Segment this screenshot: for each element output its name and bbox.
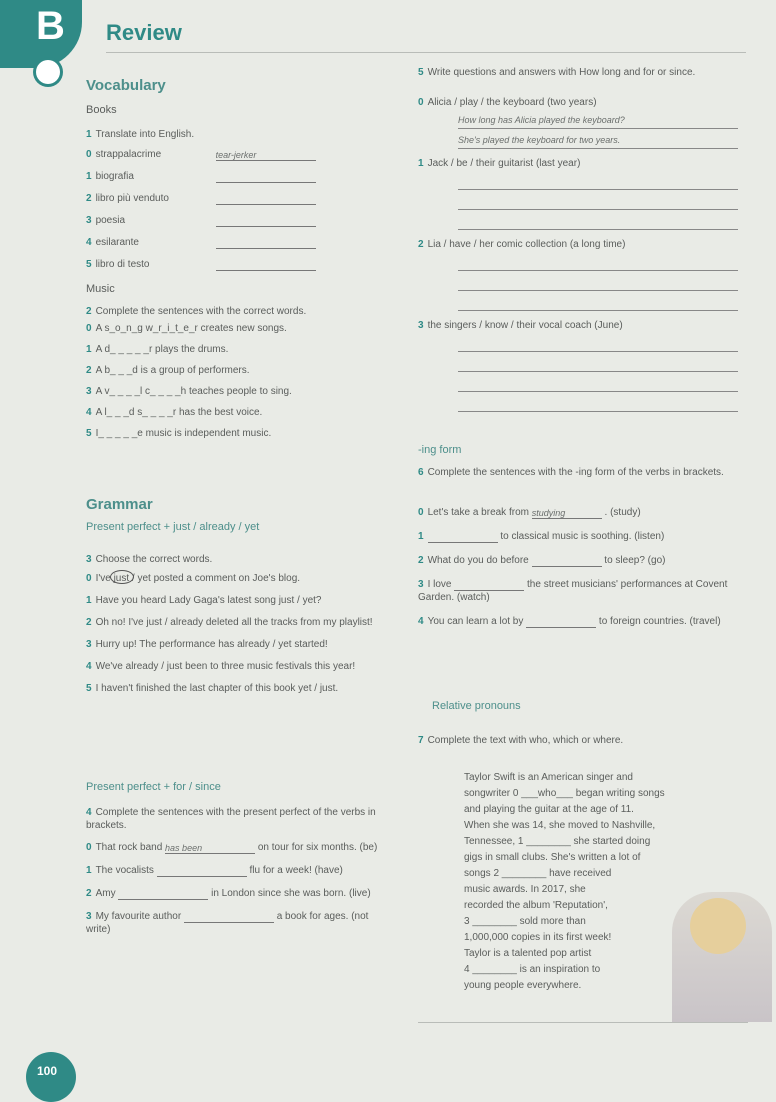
item-number: 3	[86, 911, 92, 922]
text-line: Taylor Swift is an American singer and	[464, 772, 633, 783]
answer-line[interactable]	[458, 196, 738, 210]
item-text: libro più venduto	[95, 193, 169, 204]
answer-field[interactable]	[532, 555, 602, 567]
list-item	[86, 236, 376, 258]
list-item	[86, 192, 376, 214]
item-number: 0	[418, 97, 424, 108]
item-text: poesia	[95, 215, 126, 226]
item-number: 3	[86, 215, 92, 226]
item-text: A b_ _ _d is a group of performers.	[95, 365, 250, 376]
list-item	[86, 258, 376, 280]
answer-line[interactable]	[458, 398, 738, 412]
ex3-list	[86, 572, 386, 704]
item-text: esilarante	[95, 237, 139, 248]
ex4-instruction: 4 Complete the sentences with the present perfect of the verbs in brackets.	[86, 807, 376, 831]
answer-field[interactable]: tear-jerker	[216, 149, 316, 161]
decor-dot-icon	[36, 60, 60, 84]
pp-heading: Present perfect + just / already / yet	[86, 521, 260, 533]
item-number: 3	[86, 639, 92, 650]
item-number: 1	[86, 344, 92, 355]
item-number: 3	[418, 320, 424, 331]
answer-line[interactable]	[458, 378, 738, 392]
item-text: on tour for six months. (be)	[255, 842, 378, 853]
list-item	[418, 578, 738, 604]
text-line: Taylor is a talented pop artist	[464, 948, 592, 959]
item-text: to foreign countries. (travel)	[596, 616, 721, 627]
list-item	[86, 322, 376, 335]
item-text: Let's take a break from	[427, 507, 532, 518]
answer-line[interactable]	[458, 358, 738, 372]
list-item	[418, 96, 738, 109]
answer-line[interactable]: She's played the keyboard for two years.	[458, 135, 738, 149]
ex1-instruction: 1 Translate into English.	[86, 129, 195, 140]
vocab-title: Vocabulary	[86, 77, 166, 94]
text-line: When she was 14, she moved to Nashville,	[464, 820, 656, 831]
item-number: 1	[418, 158, 424, 169]
answer-circle-icon	[110, 570, 134, 584]
answer-line[interactable]	[458, 277, 738, 291]
answer-field[interactable]	[118, 888, 208, 900]
item-number: 1	[86, 595, 92, 606]
spacer	[418, 311, 738, 319]
list-item	[418, 157, 738, 170]
item-text: Amy	[95, 888, 119, 899]
item-text: flu for a week! (have)	[246, 865, 343, 876]
item-text: A d_ _ _ _ _r plays the drums.	[95, 344, 229, 355]
text-line: 4 ________ is an inspiration to	[464, 964, 601, 975]
answer-field[interactable]	[184, 911, 274, 923]
list-item	[86, 682, 386, 695]
item-text: a book for ages. (not write)	[86, 911, 369, 935]
ex5-list	[418, 96, 738, 420]
answer-field[interactable]	[216, 259, 316, 271]
list-item	[418, 530, 738, 543]
item-number: 2	[86, 888, 92, 899]
list-item	[86, 406, 376, 419]
ex1-list	[86, 148, 376, 280]
list-item	[86, 364, 376, 377]
answer-line[interactable]: How long has Alicia played the keyboard?	[458, 115, 738, 129]
books-heading: Books	[86, 104, 117, 116]
item-text: I_ _ _ _ _e music is independent music.	[95, 428, 272, 439]
item-text: to classical music is soothing. (listen)	[497, 531, 665, 542]
item-number: 1	[86, 171, 92, 182]
answer-field[interactable]	[216, 171, 316, 183]
item-text: What do you do before	[427, 555, 532, 566]
item-text: I love	[427, 579, 455, 590]
item-number: 0	[86, 323, 92, 334]
item-number: 0	[86, 573, 92, 584]
answer-field[interactable]	[216, 237, 316, 249]
text-line: songs 2 ________ have received	[464, 868, 612, 879]
ex6-list	[418, 506, 738, 639]
item-number: 4	[418, 616, 424, 627]
item-text: The vocalists	[95, 865, 157, 876]
text-line: 3 ________ sold more than	[464, 916, 586, 927]
answer-line[interactable]	[458, 297, 738, 311]
item-text: A s_o_n_g w_r_i_t_e_r creates new songs.	[95, 323, 287, 334]
item-number: 3	[86, 386, 92, 397]
ex5-instruction: 5 Write questions and answers with How long and for or since.	[418, 67, 696, 78]
text-line: songwriter 0 ___who___ began writing songs	[464, 788, 665, 799]
ex7-text	[464, 770, 694, 994]
item-number: 5	[86, 428, 92, 439]
list-item	[86, 385, 376, 398]
page-number: 100	[37, 1064, 58, 1078]
item-text: A l_ _ _d s_ _ _ _r has the best voice.	[95, 407, 263, 418]
list-item	[86, 864, 386, 877]
answer-field[interactable]	[216, 193, 316, 205]
item-number: 4	[86, 661, 92, 672]
list-item	[86, 660, 386, 673]
list-item	[86, 887, 386, 900]
singer-hair-shape	[690, 898, 746, 954]
item-number: 0	[86, 842, 92, 853]
answer-field[interactable]	[454, 579, 524, 591]
list-item	[86, 214, 376, 236]
text-line: and playing the guitar at the age of 11.	[464, 804, 634, 815]
answer-field[interactable]	[157, 865, 247, 877]
item-text: the street musicians' performances at Covent Garden. (watch)	[418, 579, 728, 603]
item-number: 2	[86, 617, 92, 628]
item-text: Lia / have / her comic collection (a long time)	[427, 239, 626, 250]
item-number: 5	[86, 259, 92, 270]
music-heading: Music	[86, 283, 115, 295]
item-text: Have you heard Lady Gaga's latest song just / yet?	[95, 595, 322, 606]
answer-field[interactable]: has been	[165, 842, 255, 854]
item-text: libro di testo	[95, 259, 150, 270]
item-text: My favourite author	[95, 911, 184, 922]
text-line: Tennessee, 1 ________ she started doing	[464, 836, 651, 847]
item-number: 2	[418, 239, 424, 250]
item-text: Alicia / play / the keyboard (two years)	[427, 97, 597, 108]
list-item	[86, 427, 376, 440]
spacer	[418, 230, 738, 238]
answer-field[interactable]	[526, 616, 596, 628]
ex4-list	[86, 841, 386, 946]
item-number: 2	[86, 365, 92, 376]
item-number: 0	[418, 507, 424, 518]
item-text: the singers / know / their vocal coach (June)	[427, 320, 623, 331]
list-item	[418, 238, 738, 251]
answer-field[interactable]	[216, 215, 316, 227]
item-text: We've already / just been to three music festivals this year!	[95, 661, 356, 672]
item-text: A v_ _ _ _l c_ _ _ _h teaches people to sing.	[95, 386, 292, 397]
answer-line[interactable]	[458, 338, 738, 352]
item-number: 2	[86, 193, 92, 204]
list-item	[86, 841, 386, 854]
list-item	[86, 343, 376, 356]
list-item	[86, 616, 386, 629]
item-number: 3	[418, 579, 424, 590]
item-text: in London since she was born. (live)	[208, 888, 371, 899]
answer-field[interactable]: studying	[532, 507, 602, 519]
text-line: recorded the album 'Reputation',	[464, 900, 608, 911]
list-item	[418, 554, 738, 567]
list-item	[86, 170, 376, 192]
list-item	[86, 910, 386, 936]
ex2-instruction: 2 Complete the sentences with the correct words.	[86, 306, 307, 317]
item-text: . (study)	[601, 507, 641, 518]
answer-line[interactable]	[458, 216, 738, 230]
item-text: I haven't finished the last chapter of this book yet / just.	[95, 683, 339, 694]
text-line: music awards. In 2017, she	[464, 884, 586, 895]
rel-heading: Relative pronouns	[432, 700, 521, 712]
text-line: gigs in small clubs. She's written a lot of	[464, 852, 641, 863]
item-number: 4	[86, 407, 92, 418]
item-text: Hurry up! The performance has already / yet started!	[95, 639, 328, 650]
list-item	[418, 506, 738, 519]
item-text: I've just / yet posted a comment on Joe's blog.	[95, 573, 301, 584]
text-line: young people everywhere.	[464, 980, 582, 991]
answer-line[interactable]	[458, 176, 738, 190]
unit-letter: B	[36, 4, 65, 48]
ex7-instruction: 7 Complete the text with who, which or where.	[418, 735, 624, 746]
list-item	[86, 148, 376, 170]
item-number: 1	[418, 531, 424, 542]
ing-heading: -ing form	[418, 444, 462, 456]
ex6-instruction: 6 Complete the sentences with the -ing form of the verbs in brackets.	[418, 467, 724, 478]
item-text: Oh no! I've just / already deleted all the tracks from my playlist!	[95, 617, 373, 628]
item-number: 1	[86, 865, 92, 876]
item-text: That rock band	[95, 842, 166, 853]
spacer	[418, 149, 738, 157]
list-item	[418, 319, 738, 332]
spacer	[418, 412, 738, 420]
answer-line[interactable]	[458, 257, 738, 271]
list-item	[86, 638, 386, 651]
item-text: biografia	[95, 171, 134, 182]
grammar-title: Grammar	[86, 496, 153, 513]
ex2-list	[86, 322, 376, 448]
item-number: 2	[418, 555, 424, 566]
item-number: 0	[86, 149, 92, 160]
text-line: 1,000,000 copies in its first week!	[464, 932, 612, 943]
list-item	[418, 615, 738, 628]
item-number: 4	[86, 237, 92, 248]
item-text: to sleep? (go)	[601, 555, 666, 566]
list-item	[86, 594, 386, 607]
ex3-instruction: 3 Choose the correct words.	[86, 554, 213, 565]
answer-field[interactable]	[428, 531, 498, 543]
page-title: Review	[106, 20, 182, 45]
item-number: 5	[86, 683, 92, 694]
item-text: Jack / be / their guitarist (last year)	[427, 158, 581, 169]
item-text: strappalacrime	[95, 149, 162, 160]
pfs-heading: Present perfect + for / since	[86, 781, 221, 793]
item-text: You can learn a lot by	[427, 616, 527, 627]
